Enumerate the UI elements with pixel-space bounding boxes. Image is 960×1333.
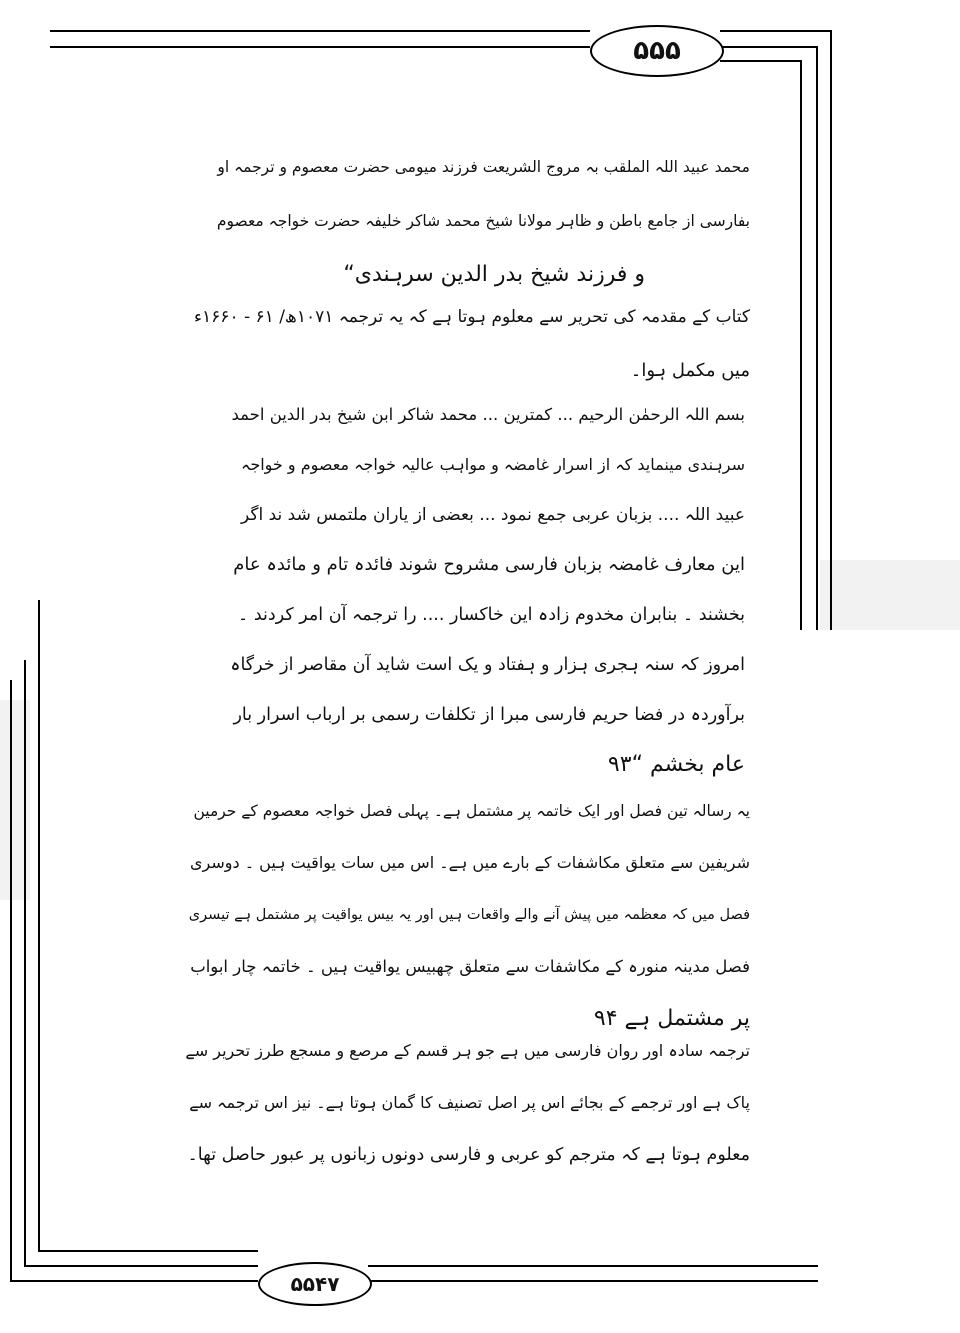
text-line: عبید اللہ .... بزبان عربی جمع نمود ... بعضی از یاران ملتمس شد ند اگر (240, 505, 745, 525)
treatise-structure-paragraph (180, 785, 750, 1045)
text-line: پر مشتمل ہے ۹۴ (593, 1006, 750, 1031)
text-line: بخشند ۔ بنابران مخدوم زادہ این خاکسار .... را ترجمہ آن امر کردند ۔ (238, 605, 745, 625)
text-line: محمد عبید اللہ الملقب بہ مروج الشریعت فرزند میومی حضرت معصوم و ترجمہ او (217, 158, 750, 176)
text-line: بسم اللہ الرحمٰن الرحیم ... کمترین ... محمد شاکر ابن شیخ بدر الدین احمد (231, 405, 745, 424)
frame-right-line-outer (830, 30, 832, 630)
text-line: امروز کہ سنہ ہجری ہزار و ہفتاد و یک است شاید آن مقاصر از خرگاہ (230, 655, 745, 675)
bottom-page-number: ۵۵۴۷ (258, 1262, 372, 1306)
text-line: شریفین سے متعلق مکاشفات کے بارے میں ہے۔ اس میں سات یواقیت ہیں ۔ دوسری (190, 853, 750, 872)
frame-top-line-outer (720, 30, 832, 32)
text-line: برآوردہ در فضا حریم فارسی مبرا از تکلفات رسمی بر ارباب اسرار بار (233, 705, 745, 725)
frame-top-line-third (720, 60, 802, 62)
frame-bottom-line-inner (38, 1250, 258, 1252)
frame-bottom-line-outer (10, 1280, 258, 1282)
text-line: ترجمہ سادہ اور روان فارسی میں ہے جو ہر قسم کے مرصع و مسجع طرز تحریر سے (185, 1041, 750, 1060)
frame-left-line-mid (24, 660, 26, 1265)
text-line: یہ رسالہ تین فصل اور ایک خاتمہ پر مشتمل ہے۔ پہلی فصل خواجہ معصوم کے حرمین (193, 802, 750, 820)
text-line: سرہندی مینماید کہ از اسرار غامضہ و مواہب عالیہ خواجہ معصوم و خواجہ (240, 455, 745, 474)
show-through-mark (820, 560, 960, 630)
text-line: معلوم ہوتا ہے کہ مترجم کو عربی و فارسی دونوں زبانوں پر عبور حاصل تھا۔ (187, 1145, 750, 1165)
frame-right-line-mid (816, 46, 818, 630)
frame-right-line-inner (800, 60, 802, 630)
introduction-date-paragraph (180, 290, 750, 398)
persian-quotation-paragraph (230, 390, 745, 790)
frame-top-line-inner (720, 46, 818, 48)
text-line: بفارسی از جامع باطن و ظاہر مولانا شیخ محمد شاکر خلیفہ حضرت خواجہ معصوم (216, 212, 750, 230)
frame-bottom-line-mid (368, 1265, 818, 1267)
frame-top-line-inner (50, 46, 590, 48)
text-line: عام بخشم “۹۳ (607, 752, 745, 777)
frame-top-line-outer (50, 30, 590, 32)
text-line: و فرزند شیخ بدر الدین سرہندی“ (343, 262, 645, 287)
frame-left-line-outer (10, 680, 12, 1280)
frame-bottom-line-outer (368, 1280, 818, 1282)
text-line: فصل مدینہ منورہ کے مکاشفات سے متعلق چھبیس یواقیت ہیں ۔ خاتمہ چار ابواب (190, 957, 750, 976)
frame-bottom-line-mid (24, 1265, 258, 1267)
text-line: کتاب کے مقدمہ کی تحریر سے معلوم ہوتا ہے کہ یہ ترجمہ ۱۰۷۱ھ/ ۶۱ - ۱۶۶۰ء (194, 307, 750, 327)
text-line: فصل میں کہ معظمہ میں پیش آنے والے واقعات ہیں اور یہ بیس یواقیت پر مشتمل ہے تیسری (188, 907, 750, 923)
text-line: میں مکمل ہوا۔ (630, 360, 750, 381)
text-line: این معارف غامضہ بزبان فارسی مشروح شوند فائدہ تام و مائدہ عام (233, 554, 745, 575)
top-page-number: ۵۵۵ (590, 25, 724, 77)
quoted-title-paragraph (215, 140, 750, 302)
text-line: پاک ہے اور ترجمے کے بجائے اس پر اصل تصنیف کا گمان ہوتا ہے۔ نیز اس ترجمہ سے (189, 1093, 750, 1112)
translation-style-paragraph (180, 1025, 750, 1181)
frame-left-line-inner (38, 600, 40, 1250)
